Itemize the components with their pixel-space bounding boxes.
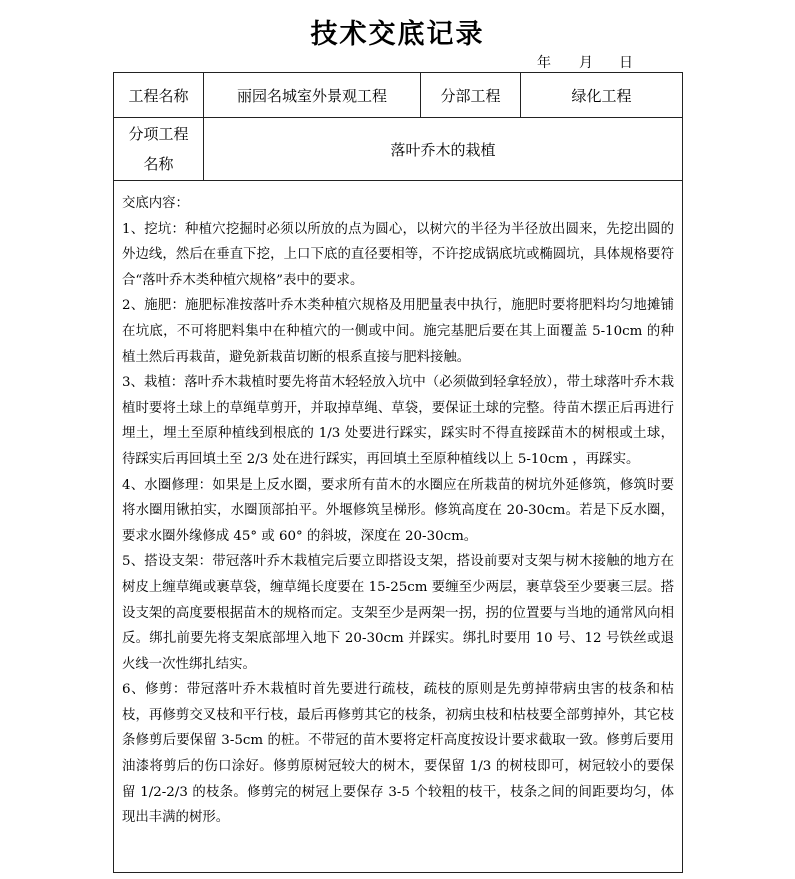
content-cell — [114, 181, 683, 873]
content-paragraph-6: 6、修剪：带冠落叶乔木栽植时首先要进行疏枝，疏枝的原则是先剪掉带病虫害的枝条和枯枝，再修剪交叉枝和平行枝，最后再修剪其它的枝条，初病虫枝和枯枝要全部剪掉外，其它枝条修剪后要保留 3-5cm 的桩。不带冠的苗木要将定杆高度按设计要求截取一致。修剪后要用油漆将剪后的伤口涂好。修剪原树冠较大的树木，要保留 1/3 的树枝即可，树冠较小的要保留 1/2-2/3 的枝条。修剪完的树冠上要保存 3-5 个较粗的枝干，枝条之间的间距要均匀，体现出丰满的树形。 — [122, 682, 674, 826]
content-row — [114, 181, 683, 873]
date-year: 年 — [537, 55, 551, 71]
date-month: 月 — [579, 55, 593, 71]
header-row-item — [114, 118, 683, 181]
item-name-label-line1: 分项工程 — [128, 125, 189, 143]
item-name-label-line2: 名称 — [143, 155, 174, 173]
date-day: 日 — [619, 55, 633, 71]
date-line — [537, 52, 633, 72]
subproject-label: 分部工程 — [421, 73, 521, 118]
subproject-value: 绿化工程 — [521, 73, 683, 118]
content-paragraph-5: 5、搭设支架：带冠落叶乔木栽植完后要立即搭设支架，搭设前要对支架与树木接触的地方在树皮上缠草绳或裹草袋，缠草绳长度要在 15-25cm 要缠至少两层，裹草袋至少要裹三层。搭设支架的高度要根据苗木的规格而定。支架至少是两架一拐，拐的位置要与当地的通常风向相反。绑扎前要先将支架底部埋入地下 20-30cm 并踩实。绑扎时要用 10 号、12 号铁丝或退火线一次性绑扎结实。 — [122, 554, 674, 672]
document-title: 技术交底记录 — [310, 19, 485, 50]
content-heading: 交底内容： — [122, 196, 189, 211]
item-name-label — [114, 118, 204, 181]
project-name-value: 丽园名城室外景观工程 — [204, 73, 421, 118]
project-name-label: 工程名称 — [114, 73, 204, 118]
header-row-project — [114, 73, 683, 118]
content-paragraph-1: 1、挖坑：种植穴挖掘时必须以所放的点为圆心，以树穴的半径为半径放出圆来，先挖出圆的外边线，然后在垂直下挖，上口下底的直径要相等，不许挖成锅底坑或椭圆坑，具体规格要符合“落叶乔木类种植穴规格”表中的要求。 — [122, 221, 674, 288]
content-paragraph-2: 2、施肥：施肥标准按落叶乔木类种植穴规格及用肥量表中执行，施肥时要将肥料均匀地摊铺在坑底，不可将肥料集中在种植穴的一侧或中间。施完基肥后要在其上面覆盖 5-10cm 的种植土然后再栽苗，避免新栽苗切断的根系直接与肥料接触。 — [122, 298, 674, 365]
content-paragraph-4: 4、水圈修理：如果是上反水圈，要求所有苗木的水圈应在所栽苗的树坑外延修筑，修筑时要将水圈用锹拍实，水圈顶部拍平。外堰修筑呈梯形。修筑高度在 20-30cm。若是下反水圈，要求水圈外缘修成 45° 或 60° 的斜坡，深度在 20-30cm。 — [122, 477, 674, 544]
disclosure-table — [113, 72, 683, 873]
item-name-value: 落叶乔木的栽植 — [204, 118, 683, 181]
content-paragraph-3: 3、栽植：落叶乔木栽植时要先将苗木轻轻放入坑中（必须做到轻拿轻放），带土球落叶乔木栽植时要将土球上的草绳草剪开，并取掉草绳、草袋，要保证土球的完整。待苗木摆正后再进行埋土，埋土至原种植线到根底的 1/3 处要进行踩实，踩实时不得直接踩苗木的树根或土球，待踩实后再回填土至 2/3 处在进行踩实，再回填土至原种植线以上 5-10cm ，再踩实。 — [122, 375, 674, 467]
